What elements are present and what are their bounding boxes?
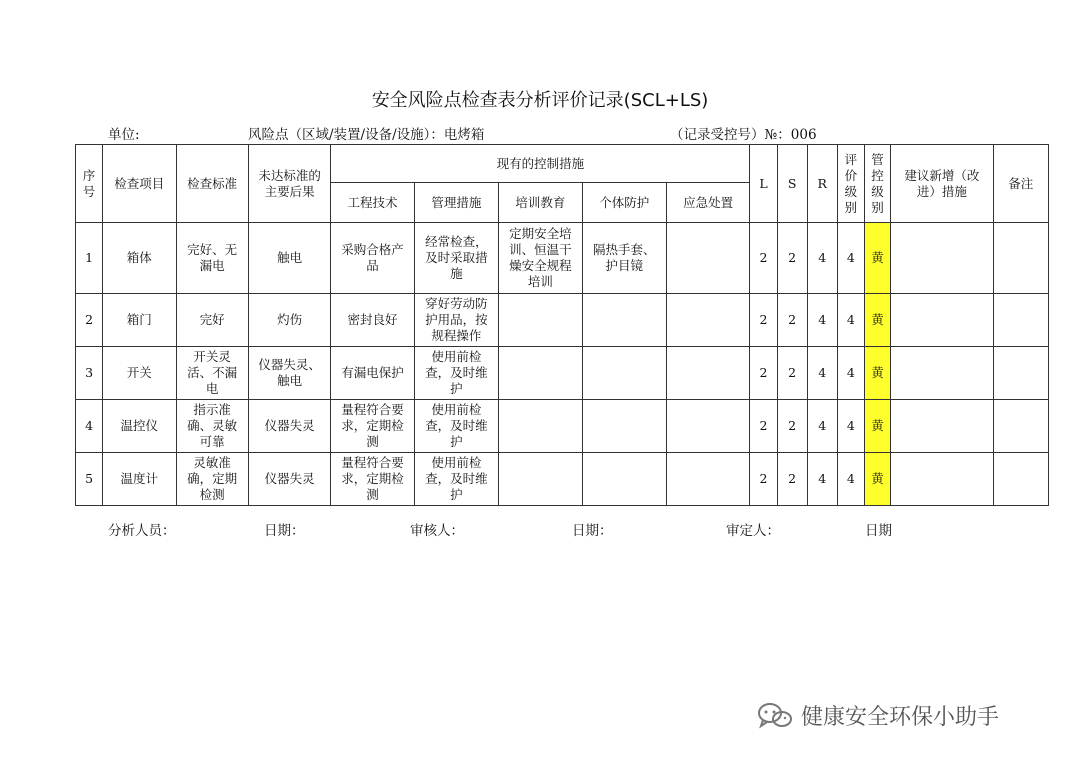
cell-eval: 4 [837, 453, 864, 506]
header-l: L [750, 145, 777, 223]
cell-mgmt: 使用前检查，及时维护 [414, 347, 498, 400]
cell-emergency [666, 223, 749, 294]
cell-suggest [891, 400, 994, 453]
date-label-3: 日期 [865, 523, 892, 539]
cell-suggest [891, 223, 994, 294]
date-label-2: 日期： [572, 523, 613, 539]
cell-suggest [891, 347, 994, 400]
analyst-label: 分析人员： [108, 523, 176, 539]
cell-eng: 密封良好 [331, 294, 414, 347]
cell-ctrl-level: 黄 [864, 453, 890, 506]
cell-consequence: 仪器失灵 [248, 453, 330, 506]
cell-ctrl-level: 黄 [864, 347, 890, 400]
reviewer-label: 审核人： [410, 523, 464, 539]
cell-l: 2 [750, 347, 777, 400]
header-suggest: 建议新增（改进）措施 [891, 145, 994, 223]
risk-point-label: 风险点（区域/装置/设备/设施）：电烤箱 [248, 127, 485, 143]
cell-standard: 灵敏准确，定期检测 [176, 453, 248, 506]
cell-ppe [582, 347, 666, 400]
cell-eng: 量程符合要求，定期检测 [331, 400, 414, 453]
cell-s: 2 [777, 453, 807, 506]
cell-remarks [993, 453, 1048, 506]
cell-eng: 量程符合要求，定期检测 [331, 453, 414, 506]
cell-standard: 开关灵活、不漏电 [176, 347, 248, 400]
cell-remarks [993, 223, 1048, 294]
cell-consequence: 仪器失灵 [248, 400, 330, 453]
cell-item: 箱体 [103, 223, 176, 294]
header-consequence: 未达标准的主要后果 [248, 145, 330, 223]
cell-ppe [582, 294, 666, 347]
cell-training [499, 453, 582, 506]
cell-training [499, 294, 582, 347]
header-item: 检查项目 [103, 145, 176, 223]
cell-ppe [582, 453, 666, 506]
cell-training [499, 347, 582, 400]
date-label-1: 日期： [264, 523, 305, 539]
cell-standard: 完好、无漏电 [176, 223, 248, 294]
header-controls: 现有的控制措施 [331, 145, 750, 183]
cell-ctrl-level: 黄 [864, 400, 890, 453]
unit-label: 单位: [108, 127, 140, 143]
cell-ctrl-level: 黄 [864, 223, 890, 294]
cell-item: 温度计 [103, 453, 176, 506]
cell-mgmt: 穿好劳动防护用品，按规程操作 [414, 294, 498, 347]
cell-eng: 采购合格产品 [331, 223, 414, 294]
header-training: 培训教育 [499, 183, 582, 223]
cell-consequence: 仪器失灵、触电 [248, 347, 330, 400]
cell-r: 4 [807, 223, 837, 294]
cell-suggest [891, 294, 994, 347]
header-eval-level: 评价级别 [837, 145, 864, 223]
approver-label: 审定人： [726, 523, 780, 539]
cell-s: 2 [777, 223, 807, 294]
header-emergency: 应急处置 [666, 183, 749, 223]
page-title: 安全风险点检查表分析评价记录(SCL+LS) [371, 90, 709, 111]
checklist-table [75, 144, 1049, 506]
cell-eval: 4 [837, 347, 864, 400]
table-row [76, 400, 1049, 453]
cell-l: 2 [750, 294, 777, 347]
cell-seq: 1 [76, 223, 103, 294]
cell-emergency [666, 347, 749, 400]
cell-remarks [993, 347, 1048, 400]
header-ctrl-level: 管控级别 [864, 145, 890, 223]
cell-ctrl-level: 黄 [864, 294, 890, 347]
cell-remarks [993, 294, 1048, 347]
cell-eng: 有漏电保护 [331, 347, 414, 400]
cell-seq: 4 [76, 400, 103, 453]
cell-eval: 4 [837, 400, 864, 453]
cell-s: 2 [777, 294, 807, 347]
watermark-text: 健康安全环保小助手 [801, 705, 1000, 730]
cell-l: 2 [750, 453, 777, 506]
cell-ppe [582, 400, 666, 453]
cell-seq: 3 [76, 347, 103, 400]
cell-training [499, 400, 582, 453]
header-ppe: 个体防护 [582, 183, 666, 223]
header-standard: 检查标准 [176, 145, 248, 223]
cell-seq: 5 [76, 453, 103, 506]
cell-emergency [666, 294, 749, 347]
header-seq: 序号 [76, 145, 103, 223]
cell-eval: 4 [837, 294, 864, 347]
cell-item: 开关 [103, 347, 176, 400]
header-mgmt: 管理措施 [414, 183, 498, 223]
cell-item: 温控仪 [103, 400, 176, 453]
cell-training: 定期安全培训、恒温干燥安全规程培训 [499, 223, 582, 294]
cell-seq: 2 [76, 294, 103, 347]
cell-mgmt: 使用前检查，及时维护 [414, 453, 498, 506]
cell-consequence: 触电 [248, 223, 330, 294]
header-eng: 工程技术 [331, 183, 414, 223]
cell-eval: 4 [837, 223, 864, 294]
cell-item: 箱门 [103, 294, 176, 347]
cell-consequence: 灼伤 [248, 294, 330, 347]
cell-mgmt: 经常检查，及时采取措施 [414, 223, 498, 294]
cell-l: 2 [750, 223, 777, 294]
header-s: S [777, 145, 807, 223]
watermark [755, 700, 999, 731]
table-row [76, 347, 1049, 400]
cell-mgmt: 使用前检查，及时维护 [414, 400, 498, 453]
cell-s: 2 [777, 400, 807, 453]
table-row [76, 223, 1049, 294]
cell-r: 4 [807, 294, 837, 347]
header-remarks: 备注 [993, 145, 1048, 223]
table-row [76, 294, 1049, 347]
cell-standard: 指示准确、灵敏可靠 [176, 400, 248, 453]
cell-standard: 完好 [176, 294, 248, 347]
cell-ppe: 隔热手套、护目镜 [582, 223, 666, 294]
cell-r: 4 [807, 400, 837, 453]
header-r: R [807, 145, 837, 223]
cell-emergency [666, 453, 749, 506]
cell-r: 4 [807, 347, 837, 400]
cell-emergency [666, 400, 749, 453]
table-row [76, 453, 1049, 506]
cell-l: 2 [750, 400, 777, 453]
cell-remarks [993, 400, 1048, 453]
cell-s: 2 [777, 347, 807, 400]
wechat-icon [755, 701, 795, 731]
cell-suggest [891, 453, 994, 506]
record-number: （记录受控号）№：006 [670, 127, 817, 143]
cell-r: 4 [807, 453, 837, 506]
